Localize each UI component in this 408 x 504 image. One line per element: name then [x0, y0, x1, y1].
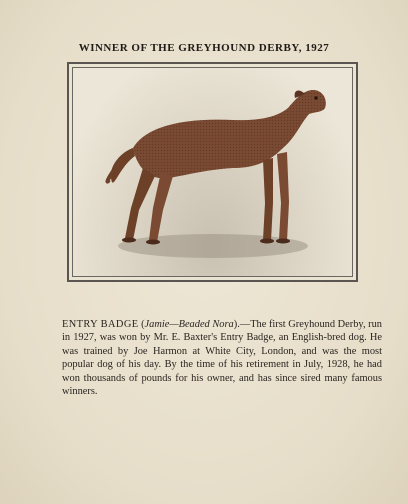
page-heading: WINNER OF THE GREYHOUND DERBY, 1927 [78, 42, 330, 54]
caption-paragraph [62, 318, 382, 398]
dog-front-leg-back [263, 158, 273, 241]
close-paren: ). [233, 319, 240, 330]
pedigree: Jamie—Beaded Nora [144, 319, 234, 330]
caption-body: —The first Greyhound Derby, run in 1927, was won by Mr. E. Baxter's Entry Badge, an English-bred dog. He was trained by Joe Harmon at White City, London, and was the most popular dog of his day. By the time of his retirement in July, 1928, he had won thousands of pounds for his owner, and has since sired many famous winners. [62, 319, 382, 398]
dog-front-leg-front [277, 152, 289, 241]
dog-eye [314, 96, 317, 99]
dog-name: ENTRY BADGE [62, 319, 139, 330]
open-paren: ( [138, 319, 145, 330]
illustration-frame [67, 62, 358, 282]
illustration-plate [72, 67, 353, 277]
dog-hind-leg-front [149, 172, 173, 242]
greyhound-illustration [73, 68, 352, 276]
